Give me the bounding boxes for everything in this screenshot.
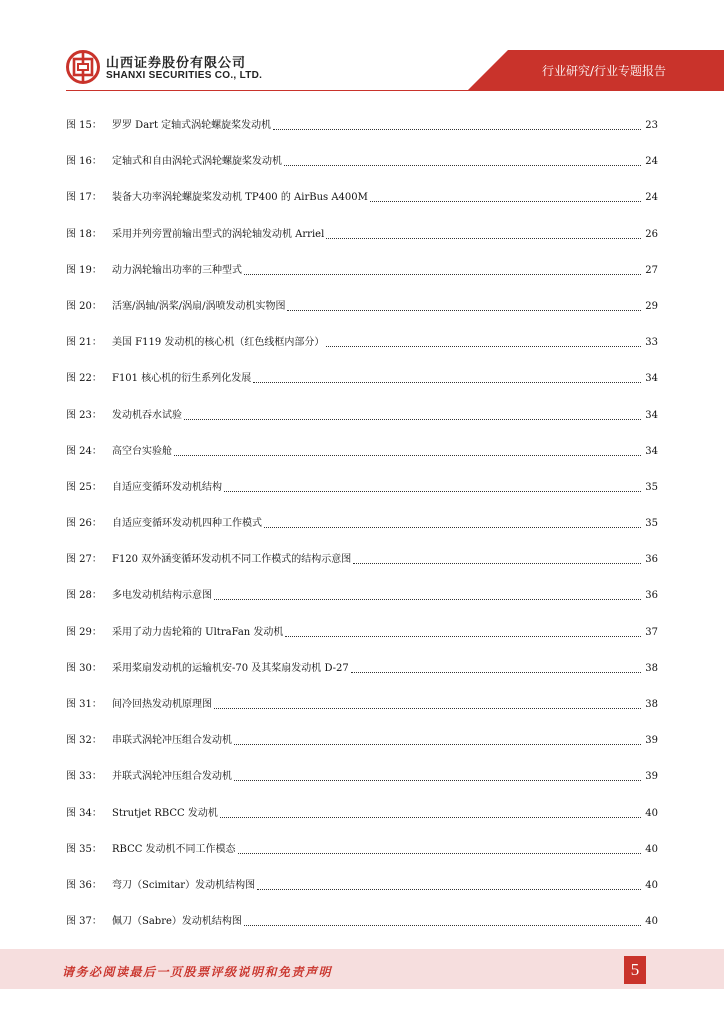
- toc-page-number: 40: [645, 916, 658, 928]
- toc-figure-title: 发动机吞水试验: [112, 409, 182, 421]
- toc-entry[interactable]: [66, 299, 658, 335]
- toc-figure-title: 采用桨扇发动机的运输机安-70 及其桨扇发动机 D-27: [112, 662, 349, 674]
- toc-dot-leader: [287, 310, 641, 311]
- toc-figure-title: RBCC 发动机不同工作模态: [112, 843, 236, 855]
- toc-entry[interactable]: [66, 769, 658, 805]
- toc-figure-number: 图 22：: [66, 373, 102, 385]
- toc-entry[interactable]: [66, 190, 658, 226]
- toc-figure-number: 图 29：: [66, 626, 102, 638]
- toc-figure-number: 图 28：: [66, 590, 102, 602]
- toc-page-number: 36: [645, 554, 658, 566]
- toc-entry[interactable]: [66, 661, 658, 697]
- toc-entry[interactable]: [66, 625, 658, 661]
- toc-figure-number: 图 25：: [66, 481, 102, 493]
- toc-figure-number: 图 18：: [66, 228, 102, 240]
- shanxi-securities-logo-icon: [66, 50, 100, 84]
- toc-figure-title: Strutjet RBCC 发动机: [112, 807, 218, 819]
- toc-page-number: 24: [645, 156, 658, 168]
- toc-figure-number: 图 36：: [66, 879, 102, 891]
- toc-dot-leader: [257, 889, 641, 890]
- toc-entry[interactable]: [66, 878, 658, 914]
- toc-dot-leader: [353, 563, 641, 564]
- toc-figure-title: 多电发动机结构示意图: [112, 590, 212, 602]
- company-name-en: SHANXI SECURITIES CO., LTD.: [106, 70, 263, 81]
- toc-figure-number: 图 33：: [66, 771, 102, 783]
- toc-page-number: 33: [645, 337, 658, 349]
- toc-entry[interactable]: [66, 552, 658, 588]
- toc-dot-leader: [326, 238, 641, 239]
- toc-figure-number: 图 16：: [66, 156, 102, 168]
- toc-dot-leader: [224, 491, 641, 492]
- toc-dot-leader: [326, 346, 641, 347]
- toc-page-number: 34: [645, 373, 658, 385]
- toc-dot-leader: [214, 599, 641, 600]
- toc-figure-number: 图 34：: [66, 807, 102, 819]
- toc-figure-title: 定轴式和自由涡轮式涡轮螺旋桨发动机: [112, 156, 282, 168]
- toc-figure-number: 图 20：: [66, 300, 102, 312]
- page-header: [0, 0, 724, 100]
- toc-entry[interactable]: [66, 335, 658, 371]
- toc-figure-title: 弯刀（Scimitar）发动机结构图: [112, 879, 256, 891]
- toc-page-number: 40: [645, 843, 658, 855]
- toc-figure-title: 罗罗 Dart 定轴式涡轮螺旋桨发动机: [112, 120, 272, 131]
- toc-page-number: 27: [645, 264, 658, 276]
- toc-dot-leader: [285, 636, 641, 637]
- toc-figure-number: 图 17：: [66, 192, 102, 204]
- toc-page-number: 38: [645, 699, 658, 710]
- page-number: 5: [624, 956, 646, 984]
- toc-entry[interactable]: [66, 516, 658, 552]
- toc-figure-title: 间冷回热发动机原理图: [112, 699, 212, 710]
- toc-figure-title: 自适应变循环发动机结构: [112, 481, 222, 493]
- toc-dot-leader: [370, 201, 641, 202]
- toc-figure-title: 装备大功率涡轮螺旋桨发动机 TP400 的 AirBus A400M: [112, 192, 368, 204]
- toc-entry[interactable]: [66, 480, 658, 516]
- toc-figure-number: 图 31：: [66, 699, 102, 710]
- toc-figure-title: 串联式涡轮冲压组合发动机: [112, 735, 232, 747]
- toc-figure-number: 图 15：: [66, 120, 102, 131]
- toc-page-number: 37: [645, 626, 658, 638]
- toc-entry[interactable]: [66, 227, 658, 263]
- toc-figure-number: 图 35：: [66, 843, 102, 855]
- toc-figure-number: 图 37：: [66, 916, 102, 928]
- disclaimer-notice: 请务必阅读最后一页股票评级说明和免责声明: [62, 965, 333, 979]
- toc-figure-number: 图 27：: [66, 554, 102, 566]
- toc-dot-leader: [284, 165, 641, 166]
- toc-dot-leader: [244, 274, 641, 275]
- toc-dot-leader: [264, 527, 641, 528]
- toc-figure-number: 图 21：: [66, 337, 102, 349]
- toc-dot-leader: [184, 419, 641, 420]
- toc-dot-leader: [238, 853, 642, 854]
- toc-figure-title: F120 双外涵变循环发动机不同工作模式的结构示意图: [112, 554, 352, 566]
- toc-entry[interactable]: [66, 806, 658, 842]
- toc-figure-number: 图 19：: [66, 264, 102, 276]
- toc-dot-leader: [244, 925, 641, 926]
- toc-page-number: 34: [645, 409, 658, 421]
- toc-dot-leader: [273, 129, 641, 130]
- toc-page-number: 35: [645, 518, 658, 530]
- toc-page-number: 23: [645, 120, 658, 131]
- toc-page-number: 39: [645, 735, 658, 747]
- toc-figure-number: 图 26：: [66, 518, 102, 530]
- toc-dot-leader: [351, 672, 641, 673]
- toc-page-number: 24: [645, 192, 658, 204]
- toc-figure-title: 美国 F119 发动机的核心机（红色线框内部分）: [112, 337, 325, 349]
- figure-index-list: [66, 118, 658, 950]
- toc-figure-number: 图 24：: [66, 445, 102, 457]
- toc-entry[interactable]: [66, 154, 658, 190]
- toc-figure-title: 采用并列旁置前输出型式的涡轮轴发动机 Arriel: [112, 228, 325, 240]
- toc-entry[interactable]: [66, 444, 658, 480]
- toc-figure-title: 动力涡轮输出功率的三种型式: [112, 264, 242, 276]
- toc-entry[interactable]: [66, 733, 658, 769]
- toc-page-number: 29: [645, 300, 658, 312]
- toc-dot-leader: [234, 780, 641, 781]
- toc-entry[interactable]: [66, 263, 658, 299]
- toc-entry[interactable]: [66, 118, 658, 154]
- toc-figure-title: 采用了动力齿轮箱的 UltraFan 发动机: [112, 626, 284, 638]
- toc-figure-title: 并联式涡轮冲压组合发动机: [112, 771, 232, 783]
- toc-page-number: 38: [645, 662, 658, 674]
- page-footer: [0, 949, 724, 989]
- toc-figure-title: 佩刀（Sabre）发动机结构图: [112, 916, 242, 928]
- toc-dot-leader: [253, 382, 641, 383]
- toc-figure-title: F101 核心机的衍生系列化发展: [112, 373, 252, 385]
- toc-page-number: 40: [645, 807, 658, 819]
- toc-page-number: 36: [645, 590, 658, 602]
- toc-page-number: 34: [645, 445, 658, 457]
- toc-figure-number: 图 32：: [66, 735, 102, 747]
- toc-entry[interactable]: [66, 914, 658, 950]
- toc-page-number: 40: [645, 879, 658, 891]
- toc-figure-title: 活塞/涡轴/涡桨/涡扇/涡喷发动机实物图: [112, 300, 286, 312]
- toc-figure-number: 图 23：: [66, 409, 102, 421]
- toc-dot-leader: [174, 455, 641, 456]
- toc-page-number: 26: [645, 228, 658, 240]
- toc-dot-leader: [214, 708, 641, 709]
- toc-figure-title: 高空台实验舱: [112, 445, 172, 457]
- toc-figure-title: 自适应变循环发动机四种工作模式: [112, 518, 262, 530]
- header-divider: [66, 90, 724, 91]
- toc-entry[interactable]: [66, 408, 658, 444]
- report-type-label: 行业研究/行业专题报告: [541, 64, 666, 78]
- toc-dot-leader: [234, 744, 641, 745]
- toc-page-number: 35: [645, 481, 658, 493]
- toc-figure-number: 图 30：: [66, 662, 102, 674]
- company-name-cn: 山西证券股份有限公司: [106, 56, 247, 71]
- toc-entry[interactable]: [66, 371, 658, 407]
- toc-entry[interactable]: [66, 842, 658, 878]
- toc-entry[interactable]: [66, 588, 658, 624]
- toc-page-number: 39: [645, 771, 658, 783]
- toc-entry[interactable]: [66, 697, 658, 733]
- toc-dot-leader: [220, 817, 641, 818]
